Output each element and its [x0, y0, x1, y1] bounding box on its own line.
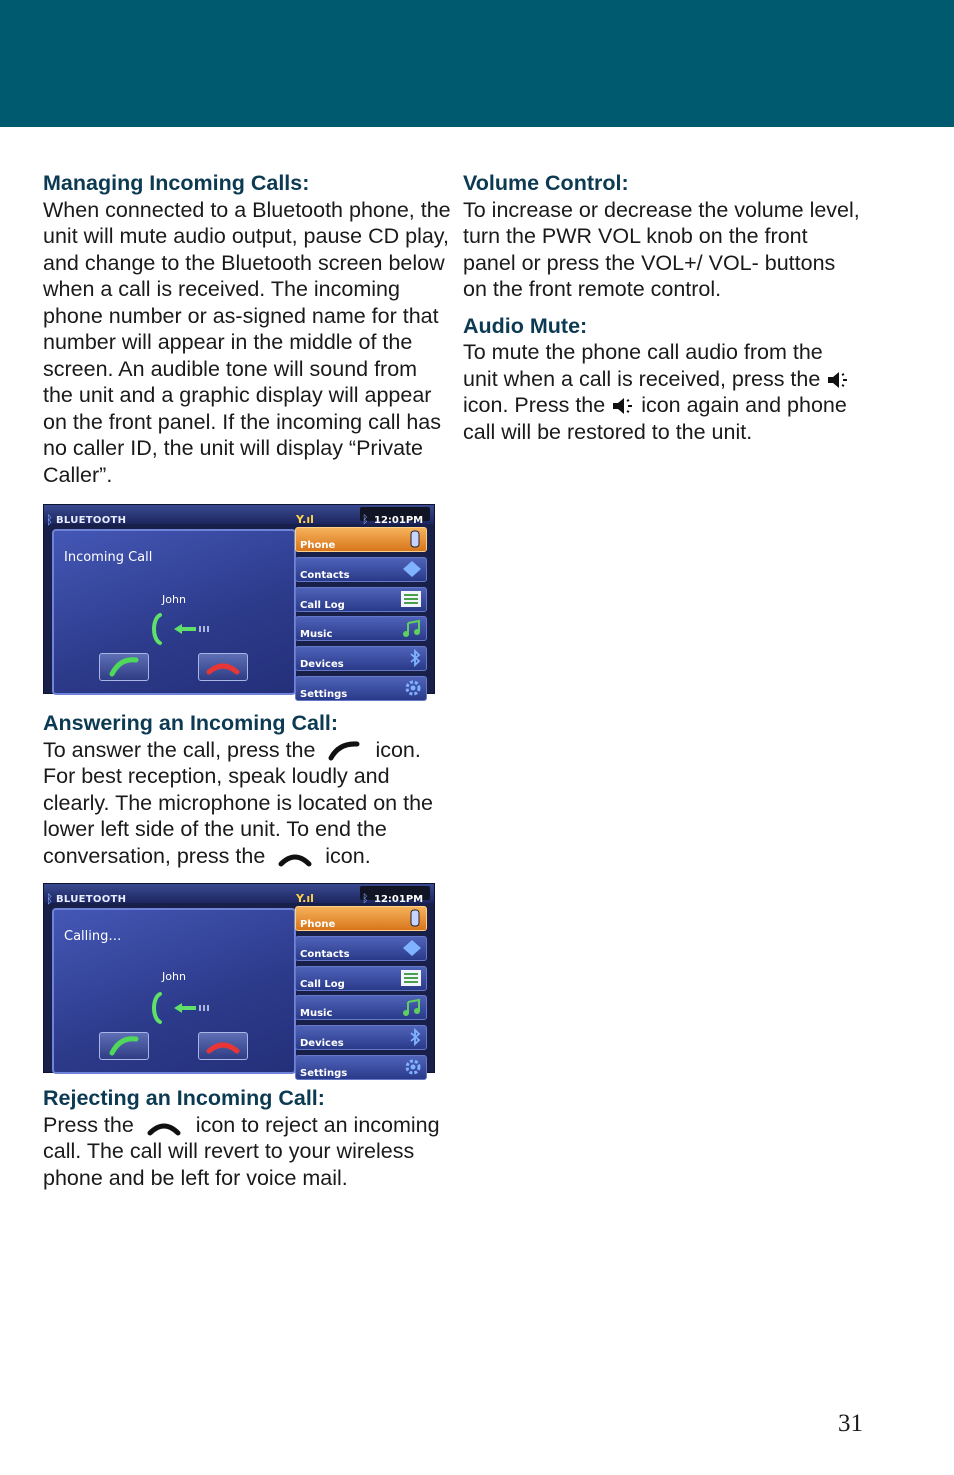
- menu-label: Contacts: [300, 569, 350, 581]
- managing-heading: Managing Incoming Calls:: [43, 171, 310, 195]
- rejecting-text-2: icon to reject an incoming call. The call will revert to your wireless phone and be left for voice mail.: [43, 1112, 440, 1190]
- menu-label: Settings: [300, 1067, 348, 1079]
- mute-text-3: icon again and phone call will be restored to the unit.: [463, 393, 847, 444]
- mute-section: [463, 313, 863, 446]
- accept-call-button[interactable]: [99, 653, 149, 681]
- menu-item-call-log[interactable]: [295, 966, 427, 991]
- signal-strength-icon: Y.ıl: [296, 513, 314, 526]
- menu-label: Devices: [300, 1038, 344, 1050]
- call-log-list-icon: [400, 590, 422, 608]
- contacts-diamond-icon: [402, 939, 422, 957]
- menu-item-settings[interactable]: [295, 1055, 427, 1080]
- answering-text-1: To answer the call, press the: [43, 737, 316, 762]
- menu-label: Music: [300, 629, 333, 641]
- settings-gear-icon: [404, 679, 422, 697]
- bluetooth-status-icon: ᛒ: [362, 892, 369, 905]
- menu-item-phone[interactable]: [295, 906, 427, 931]
- answering-body: [43, 737, 451, 870]
- music-note-icon: [402, 619, 422, 637]
- menu-item-contacts[interactable]: [295, 557, 427, 582]
- clock: 12:01PM: [374, 894, 424, 905]
- bluetooth-title: BLUETOOTH: [56, 515, 127, 526]
- answer-phone-icon: [321, 740, 369, 762]
- menu-label: Devices: [300, 659, 344, 671]
- calling-screenshot: [43, 883, 435, 1079]
- right-column: [463, 170, 863, 455]
- call-log-list-icon: [400, 969, 422, 987]
- menu-item-music[interactable]: [295, 616, 427, 641]
- accept-call-button[interactable]: [99, 1032, 149, 1060]
- left-column: [43, 170, 451, 1201]
- answering-text-2: icon. For best reception, speak loudly and clearly. The microphone is located on the lower left side of the unit. To end the conversation, press the: [43, 737, 434, 868]
- menu-item-call-log[interactable]: [295, 587, 427, 612]
- managing-body: When connected to a Bluetooth phone, the unit will mute audio output, pause CD play, and change to the Bluetooth screen below when a call is received. The incoming phone number or as-signed name for that number will appear in the middle of the screen. An audible tone will sound from the unit and a graphic display will appear on the front panel. If the incoming call has no caller ID, the unit will display “Private Caller”.: [43, 197, 451, 487]
- speaker-mute-icon: [611, 395, 635, 417]
- mute-text-2: icon. Press the: [463, 393, 606, 417]
- menu-label: Call Log: [300, 978, 345, 990]
- reject-call-button[interactable]: [198, 653, 248, 681]
- music-note-icon: [402, 998, 422, 1016]
- answering-text-3: icon.: [325, 843, 371, 868]
- bluetooth-icon: ᛒ: [46, 513, 54, 527]
- call-panel: [52, 908, 296, 1074]
- call-status: Incoming Call: [64, 550, 153, 565]
- menu-label: Call Log: [300, 599, 345, 611]
- ringing-phone-icon: [146, 990, 216, 1026]
- menu-label: Phone: [300, 919, 336, 930]
- menu-item-music[interactable]: [295, 995, 427, 1020]
- end-call-phone-icon: [271, 846, 319, 868]
- menu-label: Music: [300, 1008, 333, 1020]
- mute-text-1: To mute the phone call audio from the unit when a call is received, press the: [463, 340, 823, 391]
- ringing-phone-icon: [146, 611, 216, 647]
- contacts-diamond-icon: [402, 560, 422, 578]
- menu-item-devices[interactable]: [295, 1025, 427, 1050]
- bluetooth-icon: ᛒ: [46, 892, 54, 906]
- call-status: Calling…: [64, 929, 122, 944]
- call-panel: [52, 529, 296, 695]
- mute-heading: Audio Mute:: [463, 313, 588, 338]
- phone-handset-icon: [408, 530, 422, 548]
- incoming-call-screenshot: [43, 504, 435, 700]
- mute-body: [463, 339, 863, 445]
- volume-body: To increase or decrease the volume level, turn the PWR VOL knob on the front panel or press the VOL+/ VOL- buttons on the front remote control.: [463, 197, 860, 301]
- menu-item-devices[interactable]: [295, 646, 427, 671]
- clock: 12:01PM: [374, 515, 424, 526]
- speaker-mute-icon: [826, 369, 850, 391]
- page-number: 31: [838, 1410, 863, 1437]
- bluetooth-menu: [295, 906, 427, 1085]
- reject-call-button[interactable]: [198, 1032, 248, 1060]
- menu-label: Settings: [300, 688, 348, 700]
- reject-phone-icon: [140, 1115, 190, 1137]
- signal-strength-icon: Y.ıl: [296, 892, 314, 905]
- bluetooth-icon: [408, 649, 422, 667]
- green-phone-icon: [100, 1033, 148, 1059]
- settings-gear-icon: [404, 1058, 422, 1076]
- phone-handset-icon: [408, 909, 422, 927]
- volume-heading: Volume Control:: [463, 171, 629, 195]
- managing-section: [43, 170, 451, 488]
- answering-heading: Answering an Incoming Call:: [43, 711, 339, 735]
- bluetooth-icon: [408, 1028, 422, 1046]
- red-phone-icon: [199, 654, 247, 680]
- red-phone-icon: [199, 1033, 247, 1059]
- rejecting-section: [43, 1085, 451, 1191]
- menu-label: Contacts: [300, 948, 350, 960]
- menu-item-settings[interactable]: [295, 676, 427, 701]
- bluetooth-title: BLUETOOTH: [56, 894, 127, 905]
- bluetooth-menu: [295, 527, 427, 706]
- answering-section: [43, 710, 451, 869]
- caller-name: John: [162, 593, 186, 606]
- rejecting-heading: Rejecting an Incoming Call:: [43, 1086, 325, 1110]
- bluetooth-status-icon: ᛒ: [362, 513, 369, 526]
- green-phone-icon: [100, 654, 148, 680]
- menu-label: Phone: [300, 540, 336, 551]
- rejecting-text-1: Press the: [43, 1112, 134, 1137]
- volume-section: [463, 170, 863, 303]
- rejecting-body: [43, 1112, 451, 1192]
- caller-name: John: [162, 970, 186, 983]
- header-band: [0, 0, 954, 127]
- menu-item-phone[interactable]: [295, 527, 427, 552]
- menu-item-contacts[interactable]: [295, 936, 427, 961]
